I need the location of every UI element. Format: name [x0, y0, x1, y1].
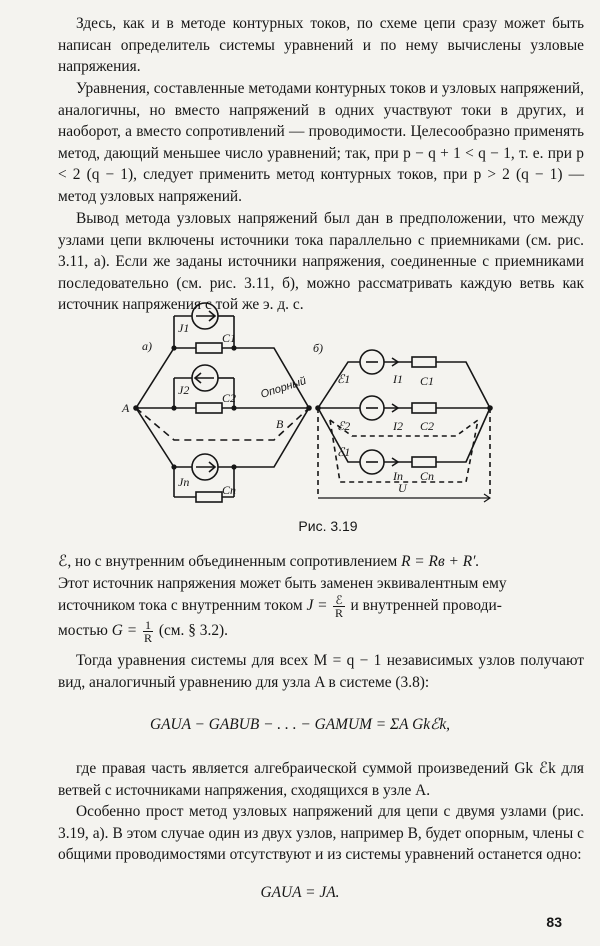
- label-i1: I1: [393, 372, 403, 386]
- paragraph-1: Здесь, как и в методе контурных токов, по схеме цепи сразу может быть написан определитель системы уравнений и по нему вычислены узловые напряжения.: [58, 15, 584, 76]
- label-j1: J1: [178, 321, 190, 335]
- p4-line4-end: (см. § 3.2).: [158, 622, 228, 640]
- label-jn: Jn: [178, 475, 190, 489]
- label-b-c2: C2: [420, 419, 435, 433]
- paragraph-3: Вывод метода узловых напряжений был дан в предположении, что между узлами цепи включены источники тока параллельно с приемниками (см. рис. 3.11, а). Если же заданы источники напряжения, соединенные с приемниками последовательно (см. рис. 3.11, б), можно рассматривать каждую ветвь как источник напряжения с той же э. д. с.: [58, 210, 584, 314]
- label-a: а): [142, 339, 152, 353]
- label-i2: I2: [393, 419, 403, 433]
- p4-line2: Этот источник напряжения может быть заменен эквивалентным ему: [58, 574, 507, 592]
- fraction-1-over-r: $\frac{1}{R}$: [143, 618, 152, 646]
- label-c1: C1: [222, 331, 237, 345]
- figure-caption: Рис. 3.19: [298, 518, 358, 534]
- p4-line1-math: R = Rв + R′.: [401, 553, 480, 570]
- p4-line4: мостью: [58, 622, 108, 640]
- paragraph-6: где правая часть является алгебраической суммой произведений Gk ℰk для ветвей с источниками напряжения, сходящихся в узле A.: [58, 760, 584, 799]
- opornyi-label: Опорный: [259, 374, 308, 401]
- p4-math-j: J =: [306, 597, 328, 615]
- label-e2: ℰ2: [337, 419, 351, 433]
- p4-line3-end: и внутренней проводи-: [350, 597, 502, 615]
- label-b-c1: C1: [420, 374, 435, 388]
- paragraph-2: Уравнения, составленные методами контурных токов и узловых напряжений, аналогичны, но вместо напряжений в одних участвуют токи в других, и наоборот, а вместо сопротивлений — проводимости. Целесообразно применять метод, дающий меньшее число уравнений; так, при p − q + 1 < q − 1, т. е. при p < 2 (q − 1), следует применить метод контурных токов, при p > 2 (q − 1) — метод узловых напряжений.: [58, 80, 584, 205]
- conductance-c2-icon: [196, 403, 222, 413]
- label-c2: C2: [222, 391, 237, 405]
- equation-node-a: GAUA − GABUB − . . . − GAMUM = ΣA Gkℰk,: [149, 716, 451, 733]
- label-in: In: [393, 469, 403, 483]
- paragraph-7: Особенно прост метод узловых напряжений для цепи с двумя узлами (рис. 3.19, а). В этом случае один из двух узлов, например B, будет опорным, члены с общими проводимостями отсутствуют и из системы уравнений останется одно:: [58, 803, 584, 864]
- node-b-label: B: [276, 417, 284, 431]
- equation-two-nodes: GAUA = JA.: [260, 884, 340, 901]
- paragraph-5: Тогда уравнения системы для всех M = q − 1 независимых узлов получают вид, аналогичный уравнению для узла A в системе (3.8):: [58, 652, 584, 691]
- label-e1: ℰ1: [337, 372, 351, 386]
- conductance-cn-icon: [196, 492, 222, 502]
- p4-math-g: G =: [111, 622, 138, 640]
- p4-line3: источником тока с внутренним током: [58, 597, 303, 615]
- fraction-e-over-r: $\frac{\text{ℰ}}{R}$: [335, 593, 344, 621]
- node-a-label: A: [122, 401, 130, 415]
- label-en: ℰ1: [337, 445, 351, 459]
- p4-line1: ℰ, но с внутренним объединенным сопротивлением: [58, 553, 398, 570]
- label-cn: Cn: [222, 483, 237, 497]
- label-b-cn: Cn: [420, 469, 435, 483]
- paragraph-4: [58, 551, 584, 644]
- label-u: U: [398, 481, 407, 495]
- label-j2: J2: [178, 383, 190, 397]
- page-number: 83: [546, 914, 562, 930]
- label-b: б): [313, 341, 324, 355]
- conductance-c1-icon: [196, 343, 222, 353]
